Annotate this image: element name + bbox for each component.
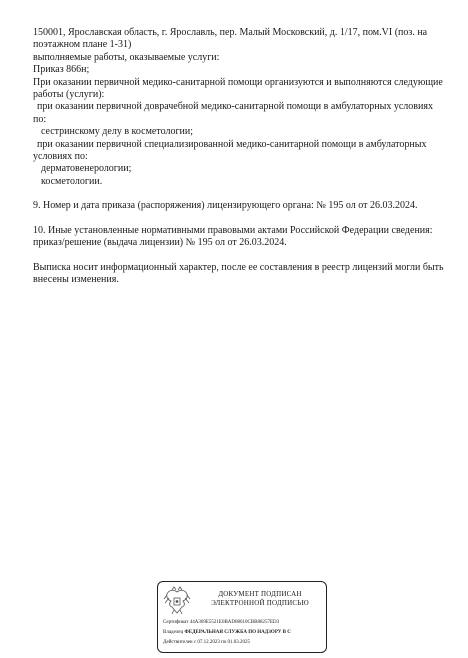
item-10-line-1: 10. Иные установленные нормативными правовыми актами Российской Федерации сведения:	[33, 224, 433, 236]
owner-row	[163, 628, 327, 638]
owner-value: ФЕДЕРАЛЬНАЯ СЛУЖБА ПО НАДЗОРУ В С	[184, 630, 291, 635]
provision-line-2: работы (услуги):	[33, 89, 105, 101]
cosmetology-service: косметологии.	[41, 175, 103, 187]
coat-of-arms-icon	[163, 586, 191, 616]
certificate-value: 44A369E5521E0BAD08610CBB88257ED3	[189, 620, 280, 625]
document-body	[33, 27, 445, 286]
provision-line-1: При оказании первичной медико-санитарной помощи организуются и выполняются следующие	[33, 76, 443, 88]
order-reference: Приказ 866н;	[33, 64, 90, 76]
certificate-label: Сертификат	[163, 620, 189, 625]
prehospital-care-line-1: при оказании первичной доврачебной медико-санитарной помощи в амбулаторных условиях	[37, 101, 433, 113]
electronic-signature-stamp	[157, 581, 327, 653]
specialized-care-line-2: условиях по:	[33, 151, 88, 163]
stamp-title	[196, 590, 324, 607]
certificate-row	[163, 618, 327, 628]
nursing-service: сестринскому делу в косметологии;	[41, 126, 194, 138]
stamp-details	[163, 618, 327, 648]
owner-label: Владелец	[163, 630, 184, 635]
stamp-title-line-2: ЭЛЕКТРОННОЙ ПОДПИСЬЮ	[211, 598, 309, 607]
item-9-order-info: 9. Номер и дата приказа (распоряжения) лицензирующего органа: № 195 ол от 26.03.2024.	[33, 200, 418, 212]
notice-line-2: внесены изменения.	[33, 273, 119, 285]
prehospital-care-line-2: по:	[33, 113, 47, 125]
works-heading: выполняемые работы, оказываемые услуги:	[33, 51, 220, 63]
stamp-title-line-1: ДОКУМЕНТ ПОДПИСАН	[218, 590, 302, 598]
dermatovenereology-service: дерматовенерологии;	[41, 163, 132, 175]
address-line-2: поэтажном плане 1-31)	[33, 39, 132, 51]
address-line-1: 150001, Ярославская область, г. Ярославль, пер. Малый Московский, д. 1/17, пом.VI (поз. на	[33, 27, 428, 38]
specialized-care-line-1: при оказании первичной специализированной медико-санитарной помощи в амбулаторных	[37, 138, 427, 150]
validity-row: Действителен с 07.12.2023 по 01.03.2025	[163, 640, 250, 645]
notice-line-1: Выписка носит информационный характер, после ее составления в реестр лицензий могли быть	[33, 261, 444, 273]
item-10-line-2: приказ/решение (выдача лицензии) № 195 ол от 26.03.2024.	[33, 237, 287, 249]
